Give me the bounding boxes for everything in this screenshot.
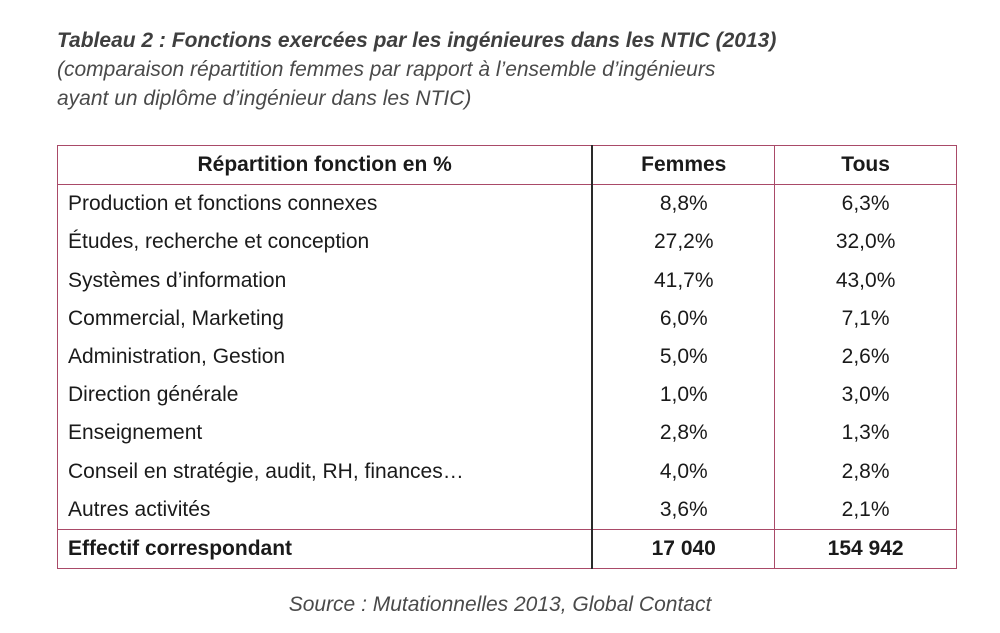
table-row [58,185,957,224]
table-row [58,414,957,452]
row-all-value: 2,6% [775,338,957,376]
table-subtitle-line-1: (comparaison répartition femmes par rapport à l’ensemble d’ingénieurs [57,58,716,81]
row-women-value: 3,6% [592,491,774,530]
source-note: Source : Mutationnelles 2013, Global Contact [288,593,712,616]
row-women-value: 8,8% [592,185,774,224]
row-label: Autres activités [58,491,593,530]
row-label: Production et fonctions connexes [58,185,593,224]
table-total-row [58,529,957,568]
row-women-value: 1,0% [592,376,774,414]
row-label: Commercial, Marketing [58,300,593,338]
table-row [58,453,957,491]
table-caption [57,26,957,113]
row-all-value: 3,0% [775,376,957,414]
row-all-value: 2,1% [775,491,957,530]
row-women-value: 6,0% [592,300,774,338]
total-label: Effectif correspondant [58,529,593,568]
total-all-value: 154 942 [775,529,957,568]
table-row [58,338,957,376]
row-label: Administration, Gestion [58,338,593,376]
functions-table [57,145,957,569]
header-all: Tous [775,146,957,185]
total-women-value: 17 040 [592,529,774,568]
table-title: Tableau 2 : Fonctions exercées par les ingénieures dans les NTIC (2013) [57,29,777,52]
row-label: Conseil en stratégie, audit, RH, finances… [58,453,593,491]
table-row [58,491,957,530]
row-all-value: 32,0% [775,223,957,261]
row-women-value: 4,0% [592,453,774,491]
table-row [58,376,957,414]
row-all-value: 6,3% [775,185,957,224]
table-row [58,300,957,338]
row-all-value: 43,0% [775,262,957,300]
row-all-value: 1,3% [775,414,957,452]
row-label: Enseignement [58,414,593,452]
row-label: Systèmes d’information [58,262,593,300]
row-label: Études, recherche et conception [58,223,593,261]
row-all-value: 7,1% [775,300,957,338]
table-header-row [58,146,957,185]
table-row [58,262,957,300]
table-row [58,223,957,261]
row-women-value: 2,8% [592,414,774,452]
row-label: Direction générale [58,376,593,414]
header-function: Répartition fonction en % [58,146,593,185]
table-subtitle-line-2: ayant un diplôme d’ingénieur dans les NTIC) [57,87,472,110]
row-women-value: 27,2% [592,223,774,261]
header-women: Femmes [592,146,774,185]
row-women-value: 41,7% [592,262,774,300]
row-all-value: 2,8% [775,453,957,491]
row-women-value: 5,0% [592,338,774,376]
